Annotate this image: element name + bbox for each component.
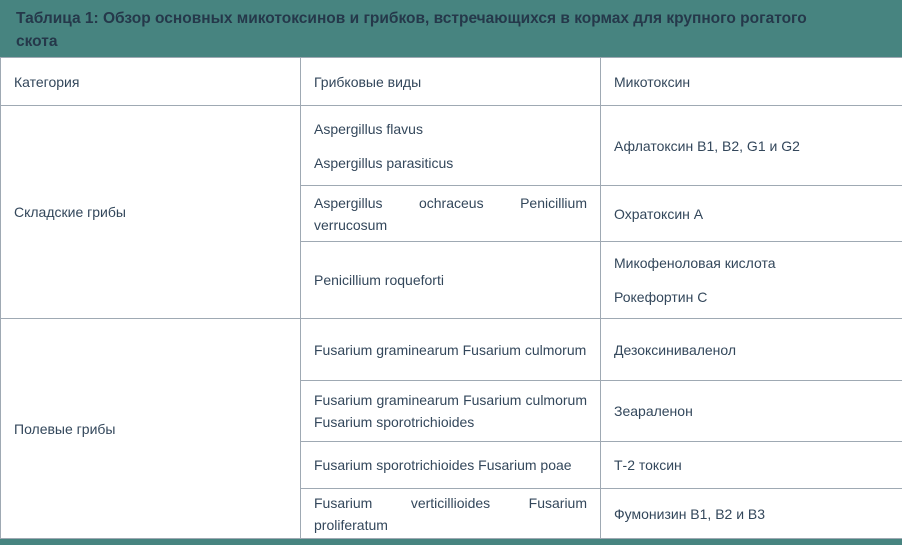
species-cell: [301, 489, 601, 539]
table-header-row: [1, 58, 902, 106]
species-line: Aspergillus ochraceus Penicillium verrucosum: [314, 194, 587, 233]
toxin-line: Фумонизин B1, B2 и B3: [614, 505, 766, 522]
toxin-cell: [601, 489, 902, 539]
species-line: Fusarium graminearum Fusarium culmorum Fusarium sporotrichioides: [314, 392, 587, 430]
species-cell: [301, 186, 601, 242]
species-line: Penicillium roqueforti: [314, 272, 444, 288]
toxin-line: Афлатоксин B1, B2, G1 и G2: [614, 137, 800, 154]
species-cell: [301, 319, 601, 381]
species-cell: [301, 106, 601, 186]
toxin-cell: [601, 186, 902, 242]
table-row: [1, 106, 902, 186]
table-title: Таблица 1: Обзор основных микотоксинов и грибков, встречающихся в кормах для крупного рогатого скота: [0, 0, 902, 57]
toxin-line: Зеараленон: [614, 403, 693, 419]
toxin-cell: [601, 242, 902, 319]
toxin-line: Микофеноловая кислота: [614, 255, 776, 271]
bottom-accent-bar: [0, 539, 902, 545]
species-line: Fusarium verticillioides Fusarium proliferatum: [314, 494, 587, 533]
species-line: Fusarium sporotrichioides Fusarium poae: [314, 457, 572, 473]
column-header-mycotoxin: Микотоксин: [601, 58, 902, 106]
toxin-line: Рокефортин C: [614, 289, 708, 305]
species-cell: [301, 442, 601, 489]
category-cell-field-fungi: Полевые грибы: [1, 319, 301, 539]
toxin-cell: [601, 319, 902, 381]
column-header-species: Грибковые виды: [301, 58, 601, 106]
toxin-line: Дезоксиниваленол: [614, 341, 737, 358]
mycotoxin-table: [0, 57, 902, 539]
species-cell: [301, 381, 601, 442]
column-header-category: Категория: [1, 58, 301, 106]
toxin-line: Охратоксин А: [614, 205, 704, 222]
table-row: [1, 319, 902, 381]
toxin-cell: [601, 442, 902, 489]
category-cell-storage-fungi: Складские грибы: [1, 106, 301, 319]
species-line: Aspergillus flavus: [314, 120, 423, 137]
toxin-line: Т-2 токсин: [614, 457, 682, 473]
toxin-cell: [601, 106, 902, 186]
species-line: Aspergillus parasiticus: [314, 154, 454, 171]
species-cell: [301, 242, 601, 319]
species-line: Fusarium graminearum Fusarium culmorum: [314, 341, 587, 358]
toxin-cell: [601, 381, 902, 442]
